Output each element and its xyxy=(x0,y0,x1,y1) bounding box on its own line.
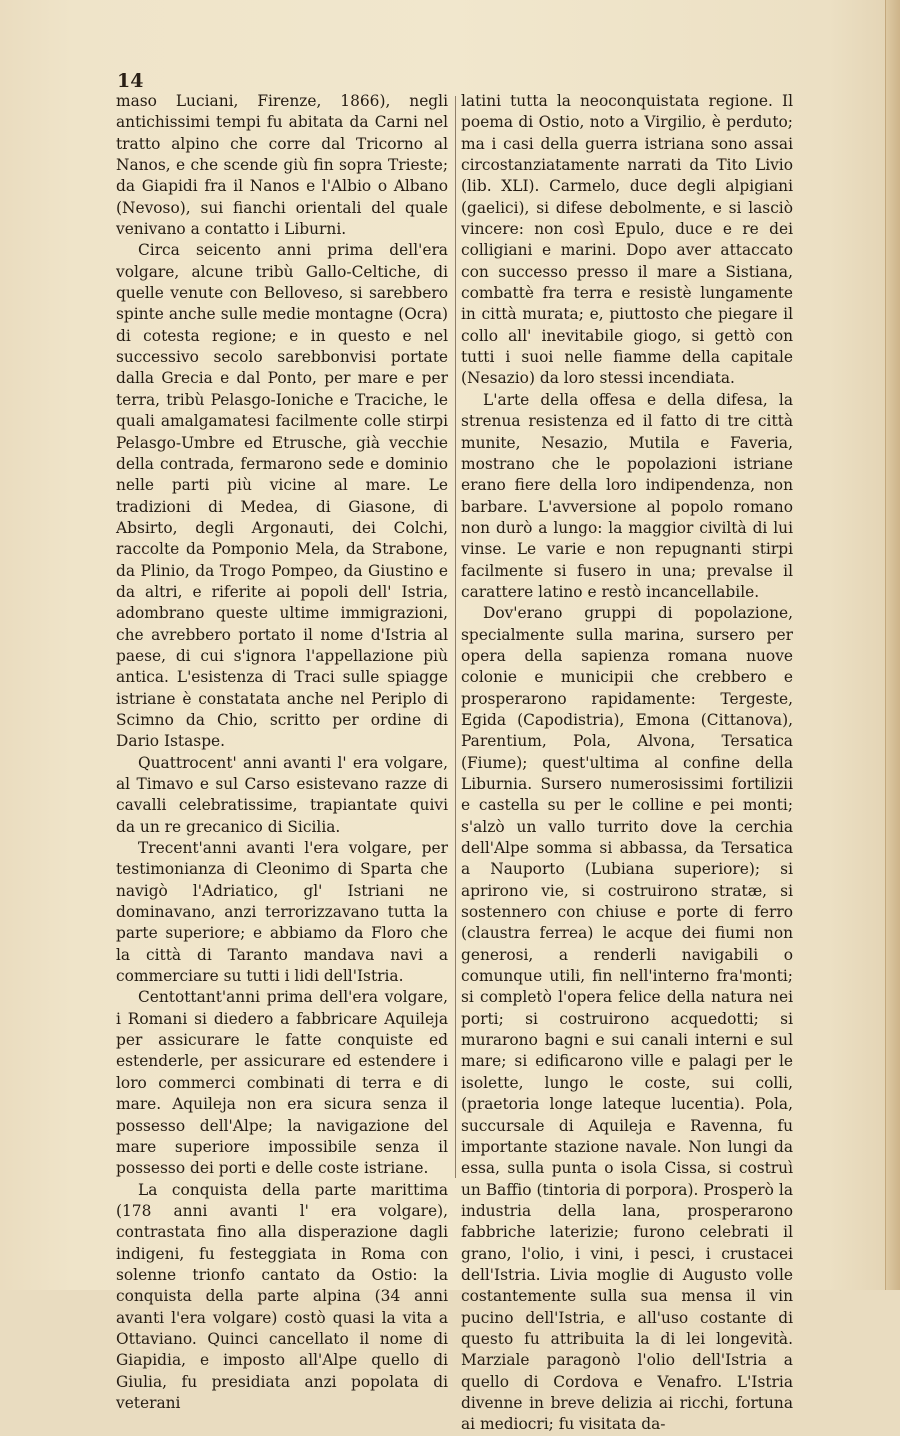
paragraph: Circa seicento anni prima dell'era volgare, alcune tribù Gallo-Celtiche, di quelle venute con Belloveso, si sarebbero spinte anche sulle medie montagne (Ocra) di cotesta regione; e in questo e nel successivo secolo sarebbonvisi portate dalla Grecia e dal Ponto, per mare e per terra, tribù Pelasgo-Ioniche e Traciche, le quali amalgamatesi facilmente colle stirpi Pelasgo-Umbre ed Etrusche, già vecchie della contrada, fermarono sede e dominio nelle parti più vicine al mare. Le tradizioni di Medea, di Giasone, di Absirto, degli Argonauti, dei Colchi, raccolte da Pomponio Mela, da Strabone, da Plinio, da Trogo Pompeo, da Giustino e da altri, e riferite ai popoli dell' Istria, adombrano queste ultime immigrazioni, che avrebbero portato il nome d'Istria al paese, di cui s'ignora l'appellazione più antica. L'esistenza di Traci sulle spiagge istriane è constatata anche nel Periplo di Scimno da Chio, scritto per ordine di Dario Istaspe. xyxy=(116,241,448,751)
paragraph: maso Luciani, Firenze, 1866), negli antichissimi tempi fu abitata da Carni nel tratto alpino che corre dal Tricorno al Nanos, e che scende giù fin sopra Trieste; da Giapidi fra il Nanos e l'Albio o Albano (Nevoso), sui fianchi orientali del quale venivano a contatto i Liburni. xyxy=(116,92,448,239)
left-column xyxy=(116,91,448,1414)
paragraph: latini tutta la neoconquistata regione. Il poema di Ostio, noto a Virgilio, è perduto; ma i casi della guerra istriana sono assai circostanziatamente narrati da Tito Livio (lib. XLI). Carmelo, duce degli alpigiani (gaelici), si difese debolmente, e si lasciò vincere: non così Epulo, duce e re dei colligiani e marini. Dopo aver attaccato con successo presso il mare a Sistiana, combattè fra terra e resistè lungamente in città murata; e, piuttosto che piegare il collo all' inevitabile giogo, si gettò con tutti i suoi nelle fiamme della capitale (Nesazio) da loro stessi incendiata. xyxy=(461,92,793,388)
page-number: 14 xyxy=(117,70,144,92)
page-edge xyxy=(885,0,900,1290)
paragraph: Centottant'anni prima dell'era volgare, i Romani si diedero a fabbricare Aquileja per assicurare le fatte conquiste ed estenderle, per assicurare ed estendere i loro commerci combinati di terra e di mare. Aquileja non era sicura senza il possesso dell'Alpe; la navigazione del mare superiore impossibile senza il possesso dei porti e delle coste istriane. xyxy=(116,988,448,1178)
paragraph: Quattrocent' anni avanti l' era volgare, al Timavo e sul Carso esistevano razze di cavalli celebratissime, trapiantate quivi da un re grecanico di Sicilia. xyxy=(116,753,448,836)
paragraph: La conquista della parte marittima (178 anni avanti l' era volgare), contrastata fino alla disperazione dagli indigeni, fu festeggiata in Roma con solenne trionfo cantato da Ostio: la conquista della parte alpina (34 anni avanti l'era volgare) costò quasi la vita a Ottaviano. Quinci cancellato il nome di Giapidia, e imposto all'Alpe quello di Giulia, fu presidiata anzi popolata di veterani xyxy=(116,1180,448,1412)
right-column xyxy=(461,91,793,1436)
paragraph: L'arte della offesa e della difesa, la strenua resistenza ed il fatto di tre città munite, Nesazio, Mutila e Faveria, mostrano che le popolazioni istriane erano fiere della loro indipendenza, non barbare. L'avversione al popolo romano non durò a lungo: la maggior civiltà di lui vinse. Le varie e non repugnanti stirpi facilmente si fusero in una; prevalse il carattere latino e restò incancellabile. xyxy=(461,390,793,601)
column-divider xyxy=(455,96,456,1178)
paragraph: Dov'erano gruppi di popolazione, specialmente sulla marina, sursero per opera della sapienza romana nuove colonie e municipii che crebbero e prosperarono rapidamente: Tergeste, Egida (Capodistria), Emona (Cittanova), Parentium, Pola, Alvona, Tersatica (Fiume); quest'ultima al confine della Liburnia. Sursero numerosissimi fortilizii e castella su per le colline e pei monti; s'alzò un vallo turrito dove la cerchia dell'Alpe somma si abbassa, da Tersatica a Nauporto (Lubiana superiore); si aprirono vie, si costruirono stratæ, si sostennero con chiuse e porte di ferro (claustra ferrea) le acque dei fiumi non generosi, a renderli navigabili o comunque utili, fin nell'interno fra'monti; si completò l'opera felice della natura nei porti; si costruirono acquedotti; si murarono bagni e sui canali interni e sul mare; si edificarono ville e palagi per le isolette, lungo le coste, sui colli, (praetoria longe lateque lucentia). Pola, succursale di Aquileja e Ravenna, fu importante stazione navale. Non lungi da essa, sulla punta o isola Cissa, si costruì un Baffio (tintoria di porpora). Prosperò la industria della lana, prosperarono fabbriche laterizie; furono celebrati il grano, l'olio, i vini, i pesci, i crustacei dell'Istria. Livia moglie di Augusto volle costantemente sulla sua mensa il vin pucino dell'Istria, e all'uso costante di questo fu attribuita la di lei longevità. Marziale paragonò l'olio dell'Istria a quello di Cordova e Venafro. L'Istria divenne in breve delizia ai ricchi, fortuna ai mediocri; fu visitata da- xyxy=(461,604,793,1434)
paragraph: Trecent'anni avanti l'era volgare, per testimonianza di Cleonimo di Sparta che navigò l'Adriatico, gl' Istriani ne dominavano, anzi terrorizzavano tutta la parte superiore; e abbiamo da Floro che la città di Taranto mandava navi a commerciare su tutti i lidi dell'Istria. xyxy=(116,839,448,986)
